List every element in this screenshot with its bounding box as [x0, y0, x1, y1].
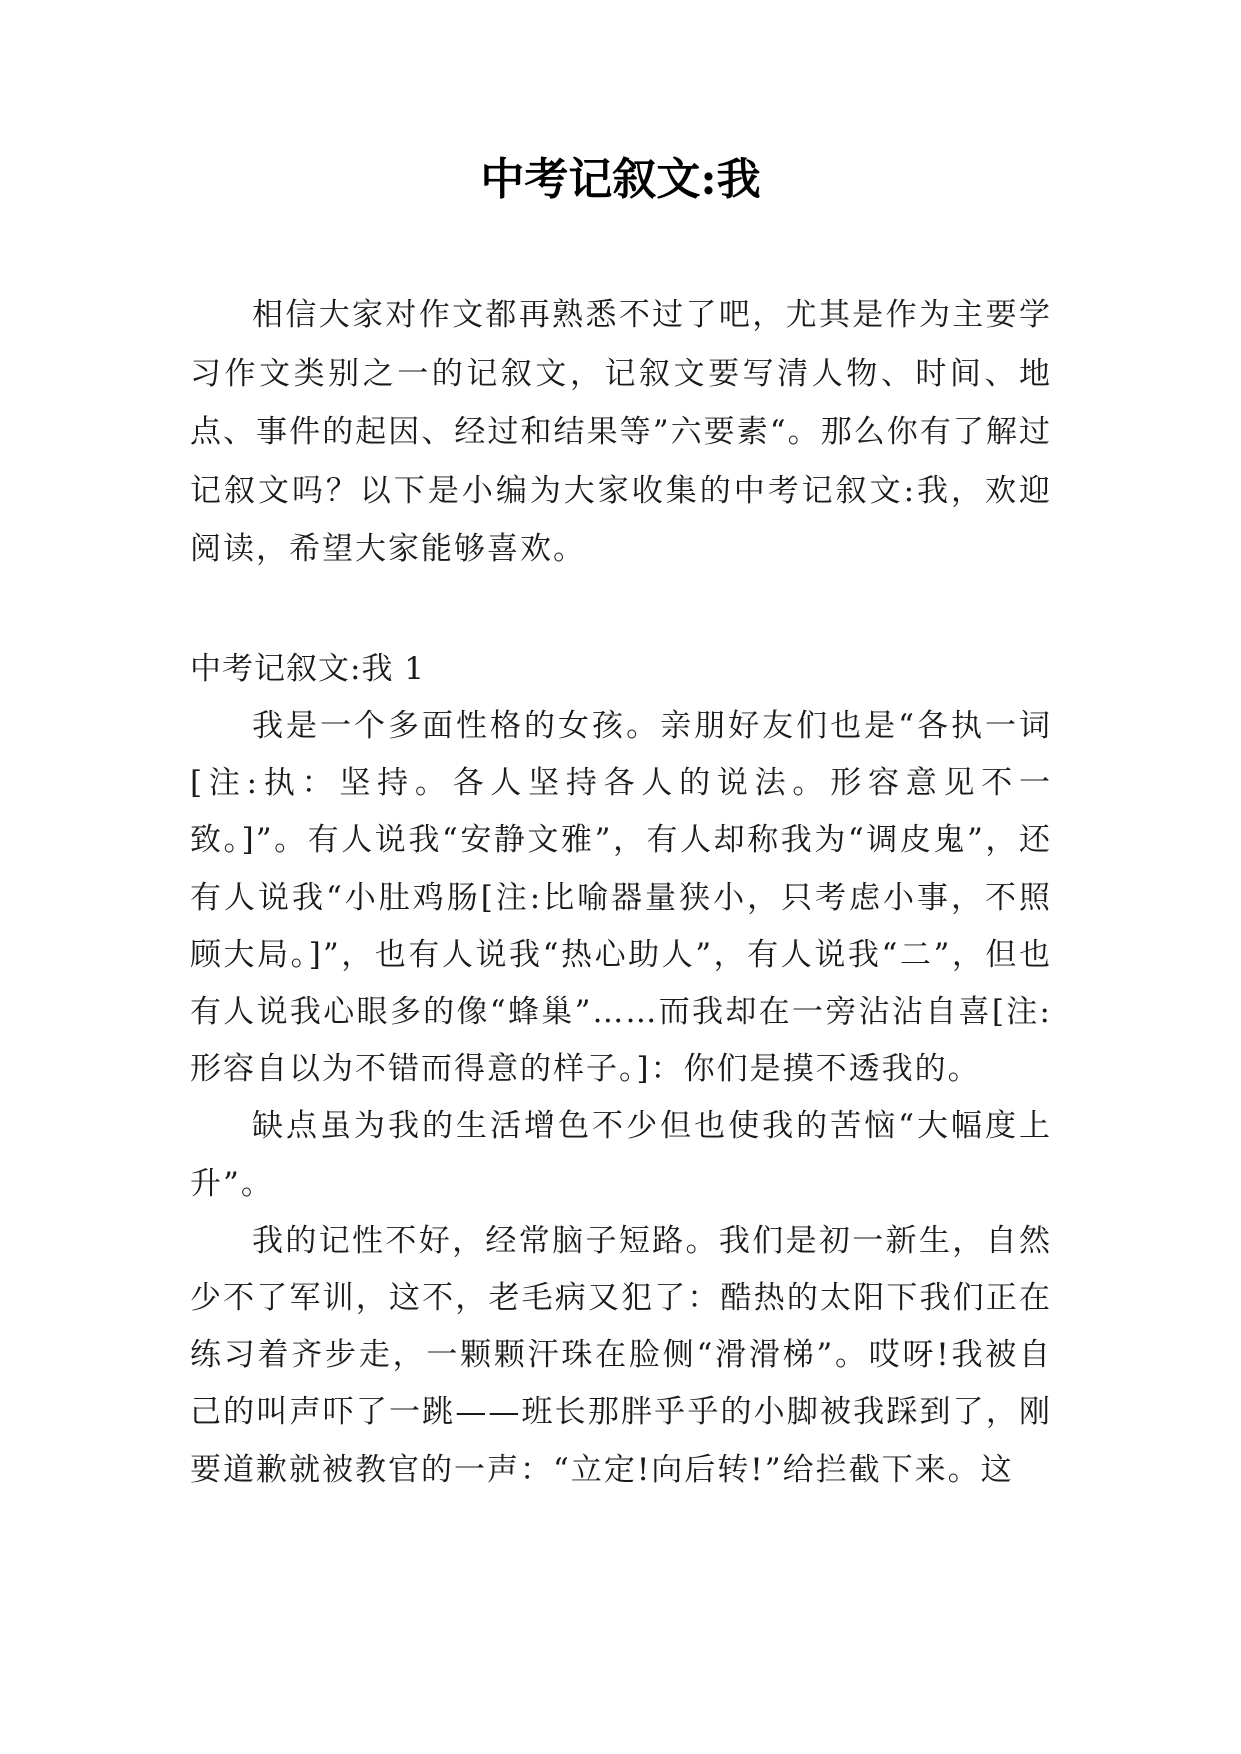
document-title: 中考记叙文:我	[480, 154, 761, 205]
essay-paragraph-3: 我的记性不好，经常脑子短路。我们是初一新生，自然少不了军训，这不，老毛病又犯了：酷热的太阳下我们正在练习着齐步走，一颗颗汗珠在脸侧“滑滑梯”。哎呀!我被自己的叫声吓了一跳——班长那胖乎乎的小脚被我踩到了，刚要道歉就被教官的一声：“立定!向后转!”给拦截下来。这	[190, 1222, 1052, 1488]
intro-paragraph: 相信大家对作文都再熟悉不过了吧，尤其是作为主要学习作文类别之一的记叙文，记叙文要写清人物、时间、地点、事件的起因、经过和结果等”六要素“。那么你有了解过记叙文吗？以下是小编为大家收集的中考记叙文:我，欢迎阅读，希望大家能够喜欢。	[190, 297, 1052, 568]
essay-paragraph-2: 缺点虽为我的生活增色不少但也使我的苦恼“大幅度上升”。	[190, 1108, 1052, 1202]
section-heading: 中考记叙文:我 1	[190, 651, 426, 687]
essay-section-1	[190, 641, 1052, 1499]
intro-block	[190, 286, 1052, 579]
essay-paragraph-1: 我是一个多面性格的女孩。亲朋好友们也是“各执一词[注:执：坚持。各人坚持各人的说法。形容意见不一致。]”。有人说我“安静文雅”，有人却称我为“调皮鬼”，还有人说我“小肚鸡肠[注:比喻器量狭小，只考虑小事，不照顾大局。]”，也有人说我“热心助人”，有人说我“二”，但也有人说我心眼多的像“蜂巢”……而我却在一旁沾沾自喜[注:形容自以为不错而得意的样子。]：你们是摸不透我的。	[190, 708, 1052, 1088]
